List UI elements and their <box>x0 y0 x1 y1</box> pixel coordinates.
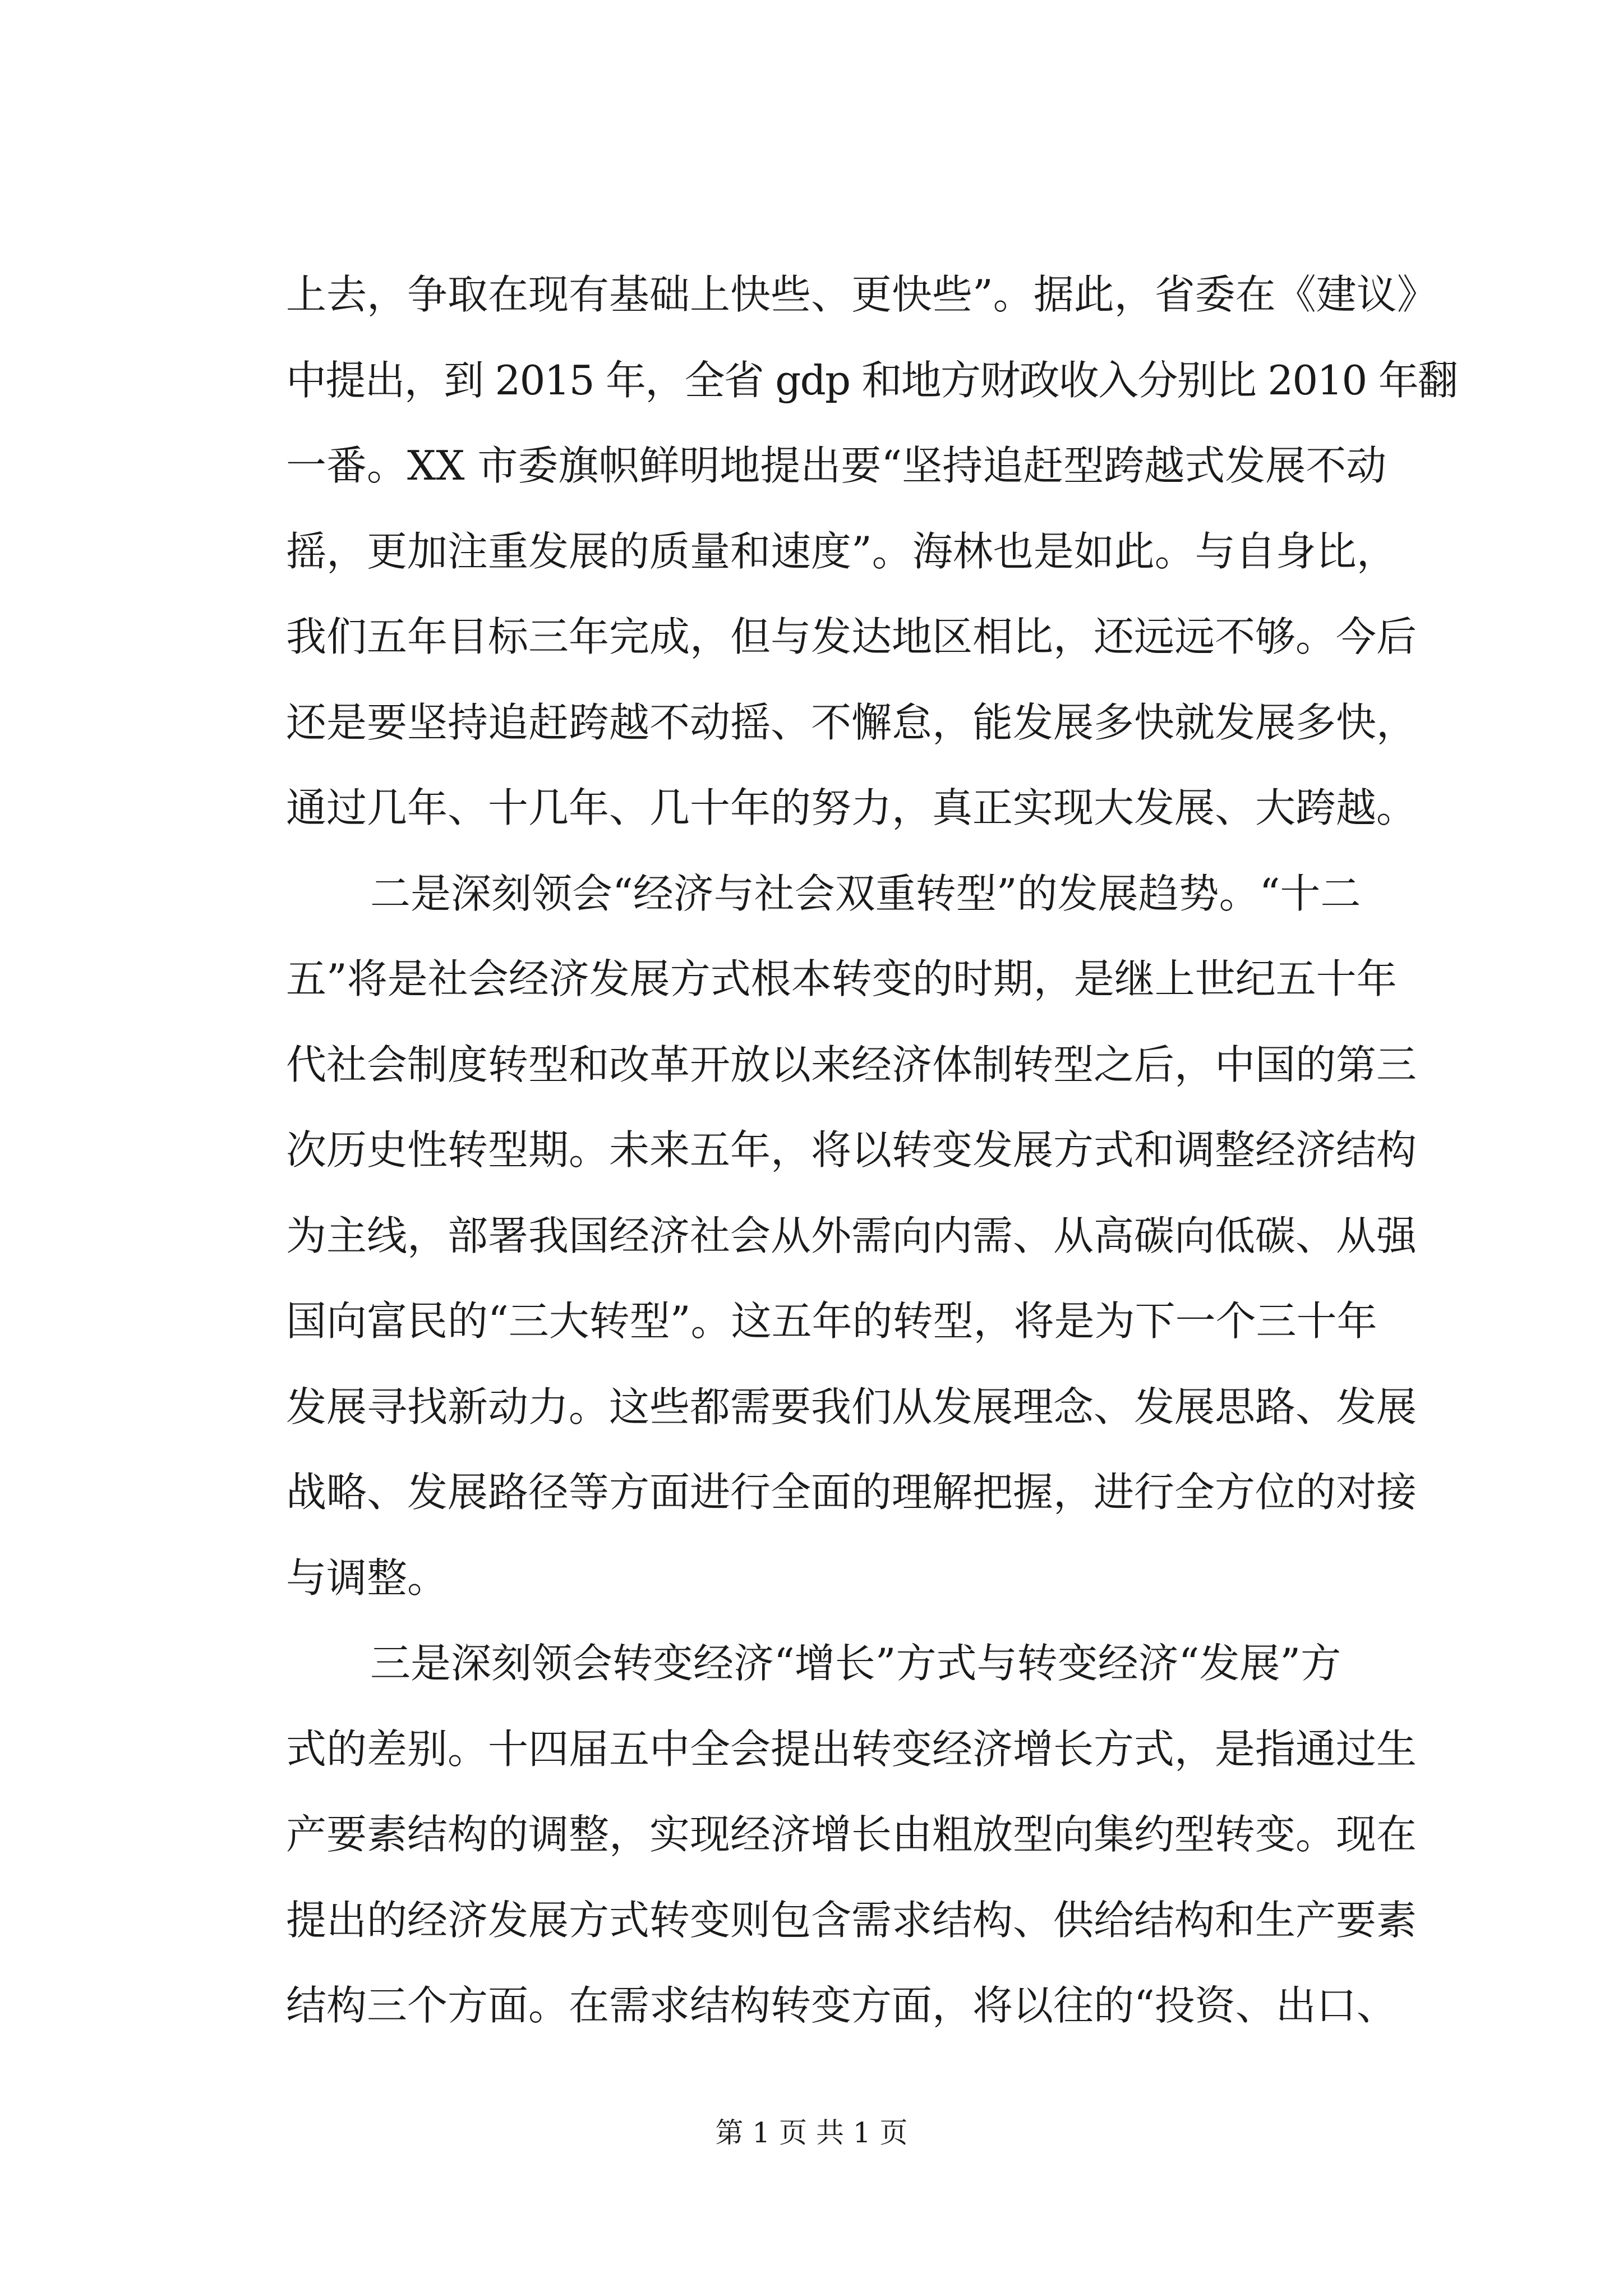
text-line: 提出的经济发展方式转变则包含需求结构、供给结构和生产要素 <box>286 1896 1417 1944</box>
text-line: 结构三个方面。在需求结构转变方面，将以往的“投资、出口、 <box>286 1982 1397 2029</box>
text-line: 次历史性转型期。未来五年，将以转变发展方式和调整经济结构 <box>286 1126 1417 1174</box>
text-line: 一番。XX 市委旗帜鲜明地提出要“坚持追赶型跨越式发展不动 <box>286 442 1387 489</box>
text-line: 发展寻找新动力。这些都需要我们从发展理念、发展思路、发展 <box>286 1383 1417 1430</box>
text-line: 中提出，到 2015 年，全省 gdp 和地方财政收入分别比 2010 年翻 <box>286 356 1458 404</box>
paragraph-start-line: 二是深刻领会“经济与社会双重转型”的发展趋势。“十二 <box>370 869 1361 917</box>
text-line: 产要素结构的调整，实现经济增长由粗放型向集约型转变。现在 <box>286 1811 1417 1858</box>
text-line: 式的差别。十四届五中全会提出转变经济增长方式，是指通过生 <box>286 1725 1417 1773</box>
text-line: 五”将是社会经济发展方式根本转变的时期，是继上世纪五十年 <box>286 955 1397 1002</box>
paragraph-start-line: 三是深刻领会转变经济“增长”方式与转变经济“发展”方 <box>370 1640 1341 1687</box>
text-line: 与调整。 <box>286 1554 448 1602</box>
page-number-label: 第 1 页 共 1 页 <box>715 2116 908 2149</box>
text-line: 国向富民的“三大转型”。这五年的转型，将是为下一个三十年 <box>286 1297 1377 1345</box>
text-line: 为主线，部署我国经济社会从外需向内需、从高碳向低碳、从强 <box>286 1212 1417 1259</box>
text-line: 还是要坚持追赶跨越不动摇、不懈怠，能发展多快就发展多快， <box>286 698 1417 746</box>
text-line: 我们五年目标三年完成，但与发达地区相比，还远远不够。今后 <box>286 613 1417 660</box>
text-line: 摇，更加注重发展的质量和速度”。海林也是如此。与自身比， <box>286 527 1397 575</box>
text-line: 代社会制度转型和改革开放以来经济体制转型之后，中国的第三 <box>286 1041 1417 1088</box>
text-line: 战略、发展路径等方面进行全面的理解把握，进行全方位的对接 <box>286 1469 1417 1516</box>
text-line: 上去，争取在现有基础上快些、更快些”。据此，省委在《建议》 <box>286 271 1437 318</box>
text-line: 通过几年、十几年、几十年的努力，真正实现大发展、大跨越。 <box>286 784 1417 831</box>
page-footer <box>0 2105 1623 2161</box>
